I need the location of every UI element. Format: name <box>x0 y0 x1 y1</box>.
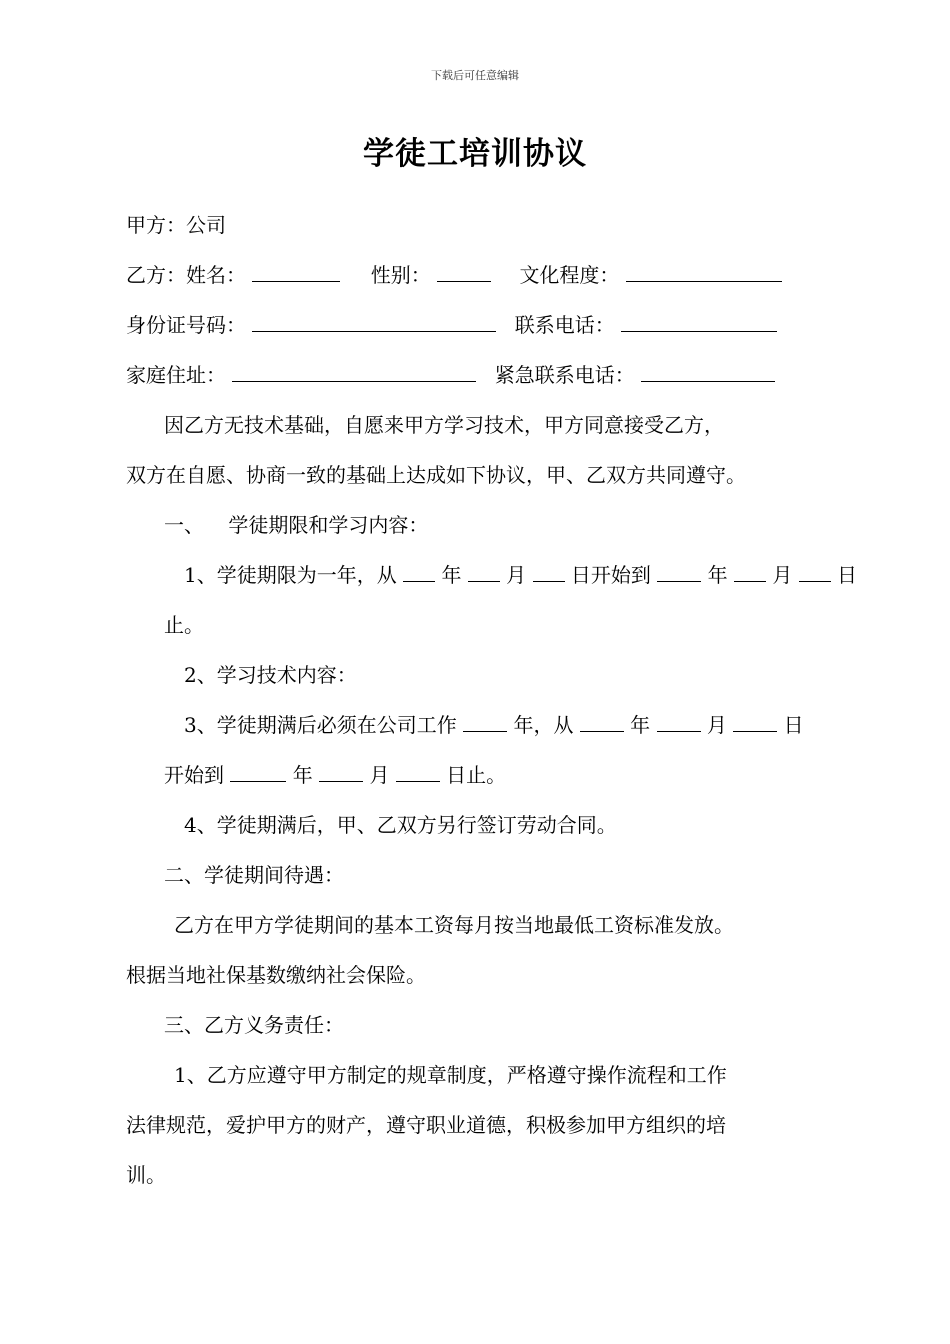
item1-end-day-blank[interactable] <box>799 561 831 582</box>
id-blank[interactable] <box>252 311 496 332</box>
item3-text-b: 年，从 <box>513 713 574 737</box>
item3-text-e: 日 <box>783 713 804 737</box>
section1-heading <box>164 510 428 540</box>
item3-start-month-blank[interactable] <box>657 711 701 732</box>
address-blank[interactable] <box>232 361 476 382</box>
section3-line-1: 1、乙方应遵守甲方制定的规章制度，严格遵守操作流程和工作 <box>174 1063 727 1087</box>
party-b-line <box>126 260 782 290</box>
item1-text-f: 月 <box>772 563 793 587</box>
emergency-label: 紧急联系电话： <box>494 363 635 387</box>
address-line <box>126 360 775 390</box>
item3-end-year-blank[interactable] <box>230 761 286 782</box>
item1-text-a: 1、学徒期限为一年，从 <box>184 563 397 587</box>
name-blank[interactable] <box>252 261 340 282</box>
item1-text-b: 年 <box>441 563 462 587</box>
item3-start-year-blank[interactable] <box>580 711 624 732</box>
item1-start-month-blank[interactable] <box>468 561 500 582</box>
item3-text-i: 日止。 <box>446 763 507 787</box>
section3-line-2: 法律规范，爱护甲方的财产，遵守职业道德，积极参加甲方组织的培 <box>126 1113 726 1137</box>
item1-start-year-blank[interactable] <box>403 561 435 582</box>
section1-item1 <box>184 560 857 590</box>
section2-line-2: 根据当地社保基数缴纳社会保险。 <box>126 963 426 987</box>
item3-end-month-blank[interactable] <box>319 761 363 782</box>
intro-line-1: 因乙方无技术基础，自愿来甲方学习技术，甲方同意接受乙方， <box>164 413 724 437</box>
section3-line-3: 训。 <box>126 1163 166 1187</box>
gender-blank[interactable] <box>437 261 491 282</box>
intro-line-2: 双方在自愿、协商一致的基础上达成如下协议，甲、乙双方共同遵守。 <box>126 463 746 487</box>
item1-text-d: 日开始到 <box>570 563 651 587</box>
item3-text-a: 3、学徒期满后必须在公司工作 <box>184 713 457 737</box>
section1-item4: 4、学徒期满后，甲、乙双方另行签订劳动合同。 <box>184 813 617 837</box>
item3-text-c: 年 <box>630 713 651 737</box>
id-label: 身份证号码： <box>126 313 246 337</box>
item3-work-years-blank[interactable] <box>463 711 507 732</box>
section2-heading: 二、学徒期间待遇： <box>164 863 344 887</box>
item3-text-f: 开始到 <box>164 763 224 787</box>
item1-start-day-blank[interactable] <box>533 561 565 582</box>
item3-text-h: 月 <box>369 763 390 787</box>
gender-label: 性别： <box>370 263 431 287</box>
section1-item2: 2、学习技术内容： <box>184 663 357 687</box>
item1-end-year-blank[interactable] <box>657 561 701 582</box>
party-b-name-label: 乙方：姓名： <box>126 263 246 287</box>
education-label: 文化程度： <box>519 263 620 287</box>
section1-item3-cont <box>164 760 506 790</box>
item3-text-g: 年 <box>292 763 313 787</box>
section1-heading-num: 一、 <box>164 513 204 537</box>
item3-start-day-blank[interactable] <box>733 711 777 732</box>
document-title: 学徒工培训协议 <box>363 136 587 172</box>
education-blank[interactable] <box>626 261 782 282</box>
section1-item3 <box>184 710 804 740</box>
item1-text-g: 日 <box>837 563 858 587</box>
party-a-line <box>126 210 226 240</box>
item3-text-d: 月 <box>706 713 727 737</box>
item3-end-day-blank[interactable] <box>396 761 440 782</box>
address-label: 家庭住址： <box>126 363 226 387</box>
emergency-blank[interactable] <box>641 361 775 382</box>
section2-line-1: 乙方在甲方学徒期间的基本工资每月按当地最低工资标准发放。 <box>174 913 734 937</box>
item1-end-month-blank[interactable] <box>734 561 766 582</box>
item1-text-e: 年 <box>707 563 728 587</box>
item1-text-c: 月 <box>506 563 527 587</box>
phone-label: 联系电话： <box>514 313 615 337</box>
section3-heading: 三、乙方义务责任： <box>164 1013 344 1037</box>
id-line <box>126 310 777 340</box>
page-header: 下载后可任意编辑 <box>431 69 519 82</box>
party-a-text: 甲方：公司 <box>126 213 226 237</box>
section1-heading-text: 学徒期限和学习内容： <box>228 513 429 537</box>
section1-item1-cont: 止。 <box>164 613 204 637</box>
phone-blank[interactable] <box>621 311 777 332</box>
